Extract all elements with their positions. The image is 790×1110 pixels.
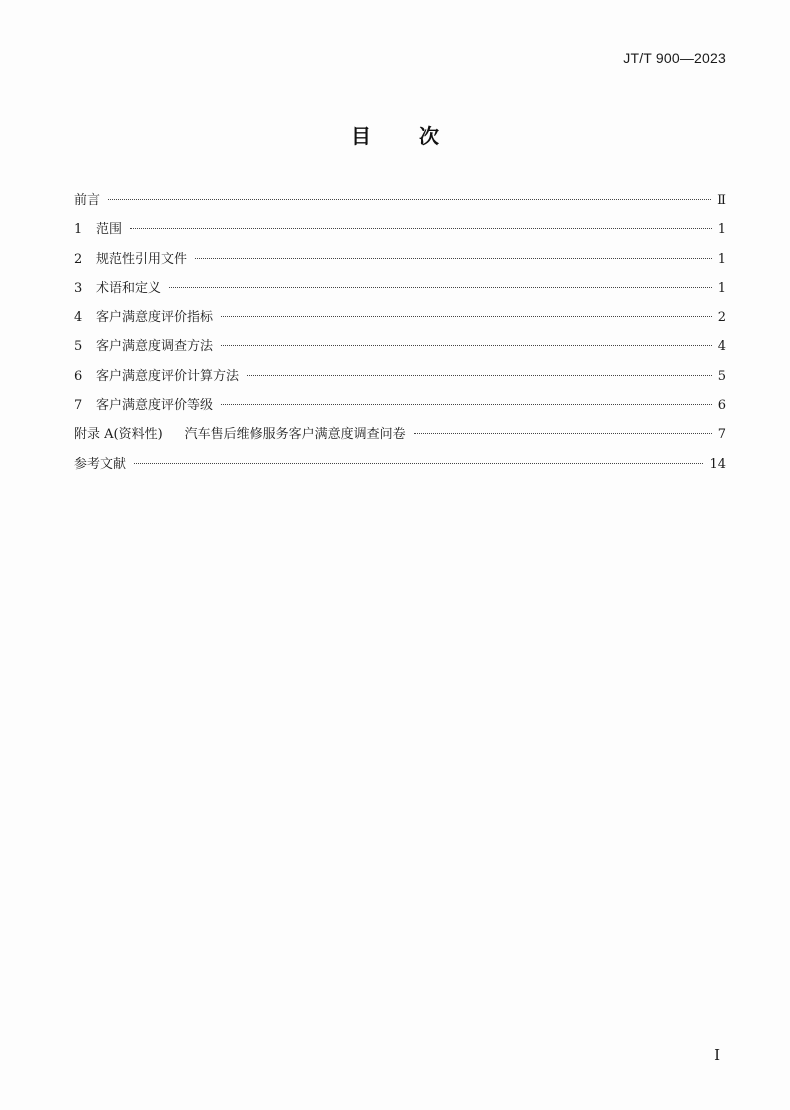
- toc-entry-scope[interactable]: [74, 215, 726, 244]
- toc-entry-terms-definitions[interactable]: [74, 274, 726, 303]
- toc-entry-subtitle: 汽车售后维修服务客户满意度调查问卷: [184, 427, 406, 443]
- toc-leader-dots: [195, 258, 712, 259]
- toc-entry-label: 客户满意度评价计算方法: [96, 368, 240, 384]
- toc-entry-evaluation-indicators[interactable]: [74, 303, 726, 332]
- toc-entry-number: 1: [74, 222, 83, 238]
- toc-entry-page: 1: [717, 222, 726, 238]
- toc-entry-foreword[interactable]: [74, 186, 726, 215]
- document-code: JT/T 900—2023: [623, 50, 726, 66]
- toc-entry-number: 4: [74, 310, 83, 326]
- toc-entry-page: 1: [717, 251, 726, 267]
- toc-leader-dots: [221, 316, 712, 317]
- page-number: I: [714, 1046, 720, 1064]
- toc-entry-label: 客户满意度评价指标: [96, 310, 214, 326]
- toc-leader-dots: [108, 199, 711, 200]
- toc-entry-page: 2: [717, 310, 726, 326]
- toc-entry-evaluation-grades[interactable]: [74, 391, 726, 420]
- toc-entry-label: 参考文献: [74, 456, 127, 472]
- toc-entry-appendix-a[interactable]: [74, 420, 726, 449]
- toc-entry-page: 6: [717, 398, 726, 414]
- toc-leader-dots: [134, 463, 703, 464]
- toc-entry-label: 前言: [74, 193, 101, 208]
- page-title: 目次: [351, 124, 487, 148]
- toc-entry-label: 客户满意度调查方法: [96, 339, 214, 355]
- toc-entry-number: 7: [74, 398, 83, 414]
- toc-entry-number: 3: [74, 280, 83, 296]
- toc-entry-label: 术语和定义: [96, 280, 162, 296]
- toc-entry-bibliography[interactable]: [74, 450, 726, 479]
- table-of-contents: [74, 186, 726, 479]
- toc-entry-page: 4: [717, 339, 726, 355]
- toc-leader-dots: [247, 375, 712, 376]
- toc-entry-page: 14: [709, 456, 726, 472]
- toc-leader-dots: [169, 287, 712, 288]
- toc-entry-page: 1: [717, 280, 726, 296]
- toc-entry-number: 5: [74, 339, 83, 355]
- toc-entry-normative-references[interactable]: [74, 245, 726, 274]
- toc-leader-dots: [130, 228, 712, 229]
- toc-entry-label: 范围: [96, 222, 123, 238]
- toc-entry-number: 2: [74, 251, 83, 267]
- toc-leader-dots: [414, 433, 712, 434]
- toc-leader-dots: [221, 404, 712, 405]
- toc-entry-page: 7: [717, 427, 726, 443]
- toc-entry-calculation-methods[interactable]: [74, 362, 726, 391]
- toc-entry-page: 5: [717, 368, 726, 384]
- toc-entry-page: Ⅱ: [717, 193, 726, 208]
- toc-leader-dots: [221, 345, 712, 346]
- toc-entry-label: 附录 A(资料性): [74, 427, 163, 443]
- toc-entry-survey-methods[interactable]: [74, 332, 726, 361]
- toc-entry-label: 客户满意度评价等级: [96, 398, 214, 414]
- toc-entry-number: 6: [74, 368, 83, 384]
- toc-entry-label: 规范性引用文件: [96, 251, 188, 267]
